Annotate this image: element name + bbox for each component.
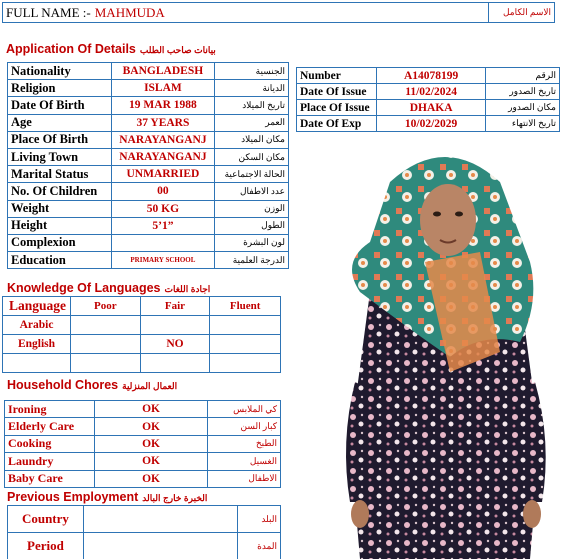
passport-value: A14078199 [376, 68, 485, 84]
chore-row-elderly-care [5, 418, 281, 435]
employment-heading-title: Previous Employment [7, 490, 139, 504]
passport-value: 10/02/2029 [376, 116, 485, 132]
passport-value: DHAKA [376, 100, 485, 116]
full-name-cell [3, 3, 489, 23]
languages-table [2, 296, 281, 373]
language-name: Arabic [3, 316, 71, 335]
details-row-marital-status [8, 166, 289, 183]
language-fair-value: NO [140, 335, 210, 354]
chore-row-baby-care [5, 470, 281, 487]
details-row-height [8, 217, 289, 234]
detail-label: No. Of Children [8, 183, 112, 200]
passport-arabic: تاريخ الانتهاء [486, 116, 560, 132]
passport-row-date-of-exp [297, 116, 560, 132]
application-heading-title: Application Of Details [6, 42, 136, 56]
language-name: English [3, 335, 71, 354]
full-name-value: MAHMUDA [94, 4, 165, 20]
details-row-complexion [8, 234, 289, 251]
detail-arabic: مكان الميلاد [215, 131, 289, 148]
previous-employment-table [7, 505, 281, 559]
chores-heading [7, 378, 177, 392]
chore-arabic: الاطفال [208, 470, 281, 487]
full-name-bar [2, 2, 555, 23]
detail-label: Height [8, 217, 112, 234]
detail-arabic: الطول [215, 217, 289, 234]
employment-arabic: المدة [238, 533, 281, 559]
passport-arabic: مكان الصدور [486, 100, 560, 116]
details-row-education [8, 252, 289, 269]
passport-label: Date Of Exp [297, 116, 377, 132]
language-poor-value [70, 316, 140, 335]
language-fluent-value [210, 335, 281, 354]
detail-value: 19 MAR 1988 [111, 97, 215, 114]
chore-row-ironing [5, 401, 281, 418]
full-name-arabic-label: الاسم الكامل [488, 3, 554, 23]
detail-label: Weight [8, 200, 112, 217]
employment-row-country [8, 506, 281, 533]
language-fluent-value [210, 316, 281, 335]
detail-value: PRIMARY SCHOOL [111, 252, 215, 269]
passport-value: 11/02/2024 [376, 84, 485, 100]
languages-heading [7, 281, 210, 295]
chore-row-laundry [5, 453, 281, 470]
chore-label: Cooking [5, 435, 95, 452]
detail-value: 50 KG [111, 200, 215, 217]
languages-heading-title: Knowledge Of Languages [7, 281, 161, 295]
detail-arabic: الوزن [215, 200, 289, 217]
employment-row-period [8, 533, 281, 559]
language-fair-value [140, 316, 210, 335]
detail-arabic: العمر [215, 114, 289, 131]
employment-heading-arabic: الخبرة خارج البالد [142, 493, 208, 503]
chore-arabic: كي الملابس [208, 401, 281, 418]
employment-arabic: البلد [238, 506, 281, 533]
detail-value: NARAYANGANJ [111, 131, 215, 148]
chore-arabic: الطبخ [208, 435, 281, 452]
passport-label: Place Of Issue [297, 100, 377, 116]
details-row-children [8, 183, 289, 200]
detail-label: Complexion [8, 234, 112, 251]
chore-label: Elderly Care [5, 418, 95, 435]
chores-heading-title: Household Chores [7, 378, 119, 392]
detail-label: Education [8, 252, 112, 269]
chore-value: OK [94, 435, 207, 452]
language-fair-value [140, 354, 210, 373]
employment-heading [7, 490, 207, 504]
chore-arabic: الغسيل [208, 453, 281, 470]
household-chores-table [4, 400, 281, 488]
detail-label: Age [8, 114, 112, 131]
fair-column-header: Fair [140, 297, 210, 316]
detail-arabic: تاريخ الميلاد [215, 97, 289, 114]
details-row-nationality [8, 63, 289, 80]
detail-arabic: الجنسية [215, 63, 289, 80]
poor-column-header: Poor [70, 297, 140, 316]
detail-value [111, 234, 215, 251]
passport-row-place-of-issue [297, 100, 560, 116]
details-row-date-of-birth [8, 97, 289, 114]
employment-value [83, 506, 237, 533]
detail-label: Place Of Birth [8, 131, 112, 148]
chore-value: OK [94, 418, 207, 435]
detail-label: Date Of Birth [8, 97, 112, 114]
applicant-photo [330, 142, 560, 559]
language-name [3, 354, 71, 373]
chore-label: Laundry [5, 453, 95, 470]
application-heading [6, 42, 216, 56]
details-row-religion [8, 80, 289, 97]
languages-header-row [3, 297, 281, 316]
language-poor-value [70, 354, 140, 373]
detail-value: UNMARRIED [111, 166, 215, 183]
chore-value: OK [94, 401, 207, 418]
detail-value: 37 YEARS [111, 114, 215, 131]
passport-arabic: تاريخ الصدور [486, 84, 560, 100]
chore-label: Baby Care [5, 470, 95, 487]
full-name-label: FULL NAME :- [6, 4, 91, 20]
chore-value: OK [94, 470, 207, 487]
passport-label: Number [297, 68, 377, 84]
fluent-column-header: Fluent [210, 297, 281, 316]
languages-heading-arabic: اجادة اللغات [164, 284, 211, 294]
details-row-age [8, 114, 289, 131]
language-fluent-value [210, 354, 281, 373]
chore-label: Ironing [5, 401, 95, 418]
personal-details-table [7, 62, 289, 269]
detail-value: ISLAM [111, 80, 215, 97]
detail-value: 5’1” [111, 217, 215, 234]
passport-row-date-of-issue [297, 84, 560, 100]
details-row-living-town [8, 148, 289, 165]
detail-arabic: عدد الاطفال [215, 183, 289, 200]
detail-label: Living Town [8, 148, 112, 165]
language-row-arabic [3, 316, 281, 335]
passport-row-number [297, 68, 560, 84]
language-column-header: Language [3, 297, 71, 316]
language-row-empty [3, 354, 281, 373]
detail-arabic: الحالة الاجتماعية [215, 166, 289, 183]
employment-label: Period [8, 533, 84, 559]
details-row-weight [8, 200, 289, 217]
employment-label: Country [8, 506, 84, 533]
language-poor-value [70, 335, 140, 354]
passport-table [296, 67, 560, 132]
details-row-place-of-birth [8, 131, 289, 148]
detail-value: NARAYANGANJ [111, 148, 215, 165]
chore-row-cooking [5, 435, 281, 452]
detail-arabic: الدرجة العلمية [215, 252, 289, 269]
detail-label: Nationality [8, 63, 112, 80]
detail-arabic: مكان السكن [215, 148, 289, 165]
passport-arabic: الرقم [486, 68, 560, 84]
detail-arabic: الديانة [215, 80, 289, 97]
language-row-english [3, 335, 281, 354]
application-heading-arabic: بيانات صاحب الطلب [139, 45, 216, 55]
detail-label: Religion [8, 80, 112, 97]
detail-arabic: لون البشرة [215, 234, 289, 251]
passport-label: Date Of Issue [297, 84, 377, 100]
chore-arabic: كبار السن [208, 418, 281, 435]
chore-value: OK [94, 453, 207, 470]
detail-value: BANGLADESH [111, 63, 215, 80]
detail-value: 00 [111, 183, 215, 200]
detail-label: Marital Status [8, 166, 112, 183]
employment-value [83, 533, 237, 559]
chores-heading-arabic: العمال المنزلية [122, 381, 178, 391]
